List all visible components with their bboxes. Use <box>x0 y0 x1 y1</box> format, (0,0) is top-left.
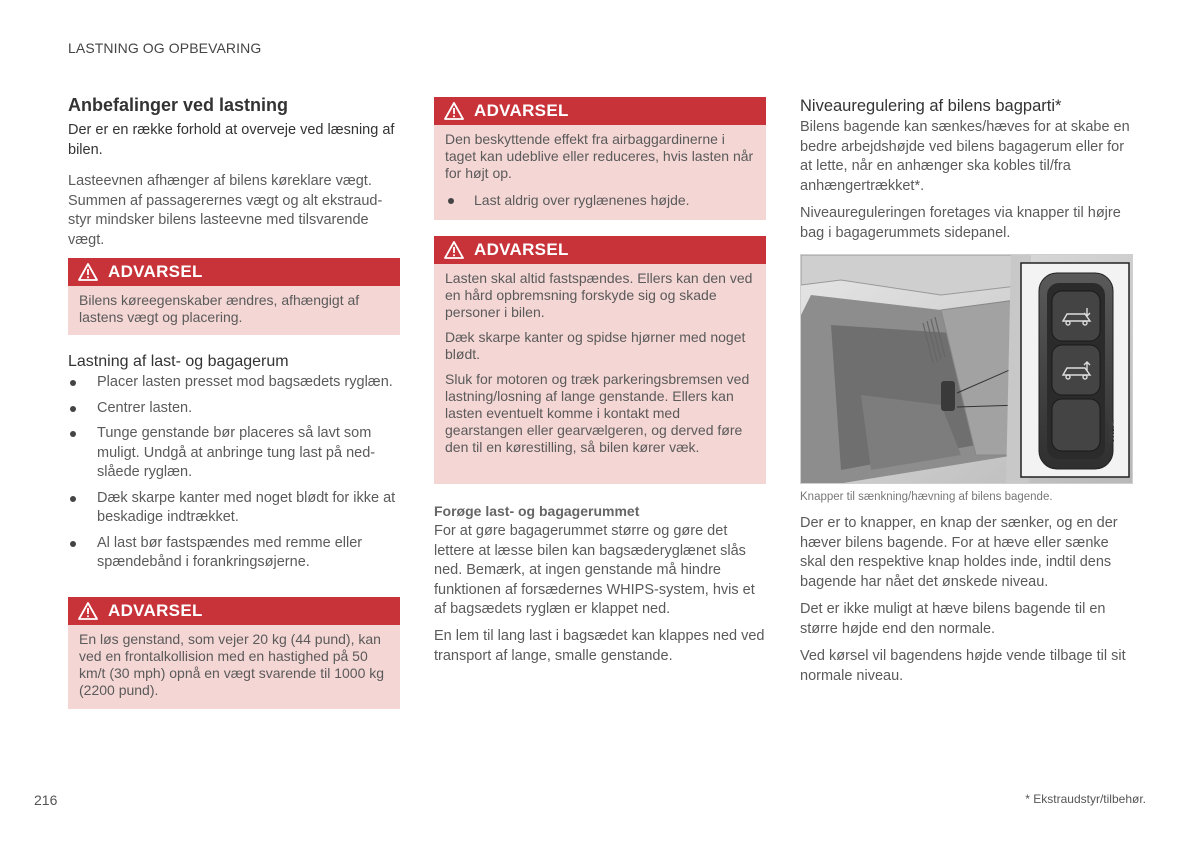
warning-box <box>68 258 400 335</box>
body-paragraph: Ved kørsel vil bagendens højde vende tilbage til sit normale niveau. <box>800 648 1126 684</box>
warning-label: ADVARSEL <box>108 601 203 620</box>
trunk-drawing <box>801 255 1133 484</box>
body-paragraph: En lem til lang last i bagsædet kan klappes ned ved transport af lange, smalle genstande. <box>434 628 765 664</box>
body-paragraph: Lasteevnen afhænger af bilens køreklare vægt. Summen af passagerernes vægt og alt ekstraudstyr mindsker bilens lasteevne med tilsvarende vægt. <box>68 173 383 248</box>
warning-text: Bilens køreegenskaber ændres, afhængigt af lastens vægt og placering. <box>79 292 360 325</box>
section-header: LASTNING OG OPBEVARING <box>68 40 262 56</box>
list-item: Centrer lasten. <box>68 399 400 419</box>
subsection-title: Lastning af last- og bagagerum <box>68 353 289 370</box>
page-number: 216 <box>34 792 58 808</box>
figure-caption: Knapper til sænkning/hævning af bilens bagende. <box>800 491 1053 503</box>
list-item: Last aldrig over ryglænenes højde. <box>445 192 756 209</box>
warning-text: Lasten skal altid fastspændes. Ellers kan den ved en hård opbremsning forskyde sig og skade personer i bilen. <box>445 270 753 320</box>
list-item: Placer lasten presset mod bagsædets ryglæn. <box>68 373 400 393</box>
warning-box <box>434 97 766 220</box>
footnote: * Ekstraudstyr/tilbehør. <box>1025 792 1146 806</box>
section-title: Niveauregulering af bilens bagparti* <box>800 97 1062 115</box>
warning-triangle-icon <box>78 602 98 620</box>
body-paragraph: Det er ikke muligt at hæve bilens bagende til en større højde end den normale. <box>800 601 1106 637</box>
warning-header <box>434 236 766 264</box>
list-item: Al last bør fastspændes med remme eller spændebånd i forankringsøjerne. <box>68 534 400 573</box>
bullet-list <box>445 192 756 209</box>
warning-triangle-icon <box>444 102 464 120</box>
list-item: Tunge genstande bør placeres så lavt som muligt. Undgå at anbringe tung last på nedslåede ryglæn. <box>68 424 400 483</box>
warning-box <box>434 236 766 484</box>
body-paragraph: Niveaureguleringen foretages via knapper til højre bag i bagagerummets sidepanel. <box>800 205 1121 241</box>
subsection-title: Forøge last- og bagagerummet <box>434 503 640 519</box>
body-paragraph: Der er to knapper, en knap der sænker, og en der hæver bilens bagende. For at hæve eller sænke skal den respektive knap holdes inde, indtil dens bagende har nået det ønskede niveau. <box>800 515 1118 590</box>
warning-label: ADVARSEL <box>474 101 569 120</box>
warning-text: Dæk skarpe kanter og spidse hjørner med noget blødt. <box>445 329 746 362</box>
warning-text: Den beskyttende effekt fra airbaggardinerne i taget kan udeblive eller reduceres, hvis lasten når for højt op. <box>445 131 754 181</box>
intro-text: Der er en række forhold at overveje ved læsning af bilen. <box>68 122 395 158</box>
warning-label: ADVARSEL <box>108 262 203 281</box>
body-paragraph: Bilens bagende kan sænkes/hæves for at skabe en bedre arbejdshøjde ved bilens bagagerum eller for at lette, når en anhænger ska kobles til/fra anhængertrækket*. <box>800 119 1130 194</box>
warning-header <box>68 258 400 286</box>
trunk-level-buttons-illustration <box>800 254 1133 484</box>
warning-text: En løs genstand, som vejer 20 kg (44 pund), kan ved en frontalkollision med en hastighed på 50 km/t (30 mph) opnå en vægt svarende til 1000 kg (2200 pund). <box>79 631 385 698</box>
warning-triangle-icon <box>78 263 98 281</box>
warning-text: Sluk for motoren og træk parkeringsbremsen ved lastning/losning af lange genstande. Ellers kan lasten eventuelt komme i kontakt med gearstangen eller gearvælgeren, og derved føre den til en kørestilling, så bilen kører væk. <box>445 371 750 455</box>
warning-triangle-icon <box>444 241 464 259</box>
image-code: G061947 <box>1110 418 1116 443</box>
bullet-list <box>68 373 400 579</box>
warning-label: ADVARSEL <box>474 240 569 259</box>
section-title: Anbefalinger ved lastning <box>68 95 289 115</box>
warning-header <box>68 597 400 625</box>
warning-box <box>68 597 400 709</box>
body-paragraph: For at gøre bagagerummet større og gøre det lettere at læsse bilen kan bagsæderyglænet slås ned. Bemærk, at ingen genstande må hindre funktionen af forsædernes WHIPS-system, hvis et af bagsædets ryglæn er klappet ned. <box>434 523 755 617</box>
warning-header <box>434 97 766 125</box>
list-item: Dæk skarpe kanter med noget blødt for ikke at beskadige indtrækket. <box>68 489 400 528</box>
